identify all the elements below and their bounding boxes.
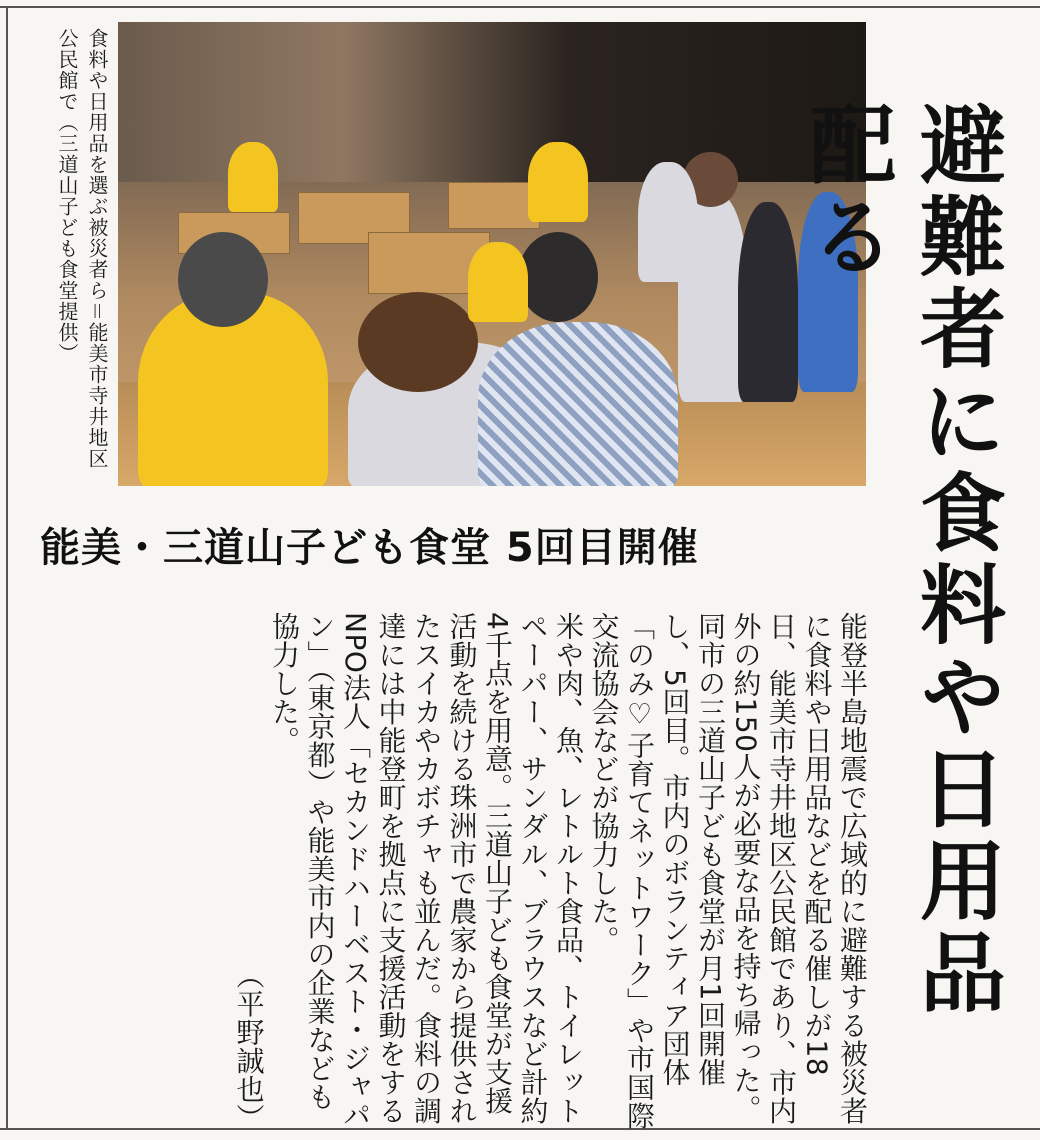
photo-caption: 食料や日用品を選ぶ被災者ら＝能美市寺井地区公民館で（三道山子ども食堂提供） [55,28,109,469]
left-rule [6,6,8,1130]
article-body [30,612,870,1132]
byline: （平野誠也） [232,961,266,1132]
subheadline: 能美・三道山子ども食堂 5回目開催 [40,525,699,571]
news-photo [118,22,866,486]
paragraph-1: 能登半島地震で広域的に避難する被災者に食料や日用品などを配る催しが18日、能美市寺井地区公民館であり、市内外の約150人が必要な品を持ち帰った。 [729,612,869,1125]
headline: 避難者に食料や日用品配る [795,100,1005,1020]
paragraph-3: 米や肉、魚、レトルト食品、トイレットペーパー、サンダル、ブラウスなど計約4千点を用意。三道山子ども食堂が支援活動を続ける珠洲市で農家から提供されたスイカやカボチャも並んだ。食料の調達には中能登町を拠点に支援活動をするNPO法人「セカンドハーベスト・ジャパン」（東京都）や能美市内の企業なども協力した。 [268,612,585,1130]
top-rule [0,6,1040,8]
paragraph-2: 同市の三道山子ども食堂が月1回開催し、5回目。市内のボランティア団体「のみ♡子育てネットワーク」や市国際交流協会などが協力した。 [587,612,727,1130]
